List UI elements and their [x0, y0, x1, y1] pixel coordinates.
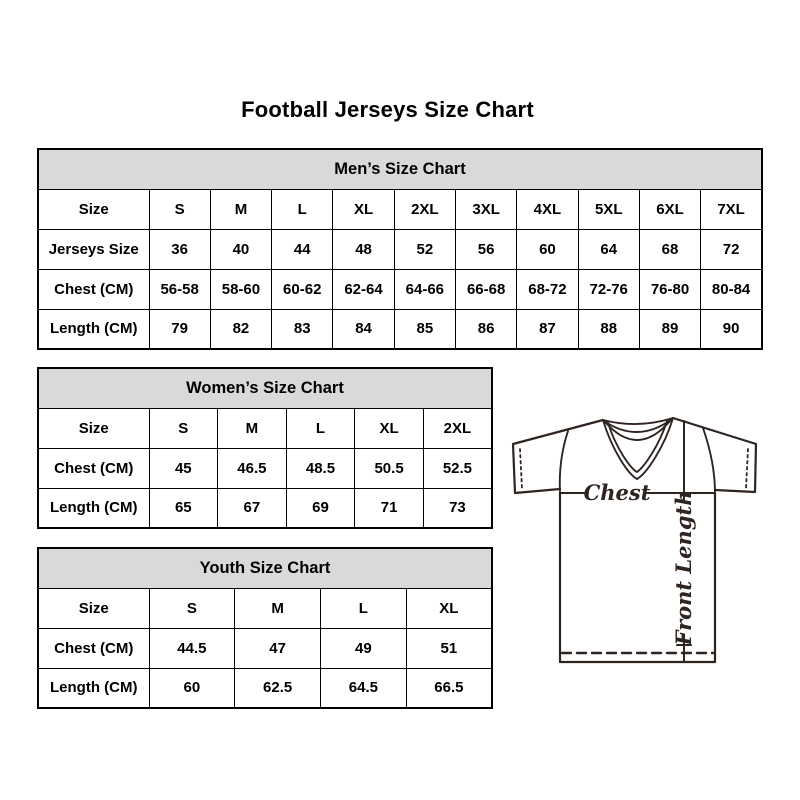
table-row [38, 488, 492, 528]
table-cell: 84 [333, 309, 394, 349]
row-label: Size [38, 408, 149, 448]
table-row [38, 668, 492, 708]
table-cell: 36 [149, 229, 210, 269]
row-label: Chest (CM) [38, 269, 149, 309]
table-cell: 58-60 [210, 269, 271, 309]
table-cell: 56-58 [149, 269, 210, 309]
table-cell: XL [406, 588, 492, 628]
table-cell: 45 [149, 448, 218, 488]
row-label: Chest (CM) [38, 448, 149, 488]
table-cell: 64 [578, 229, 639, 269]
table-cell: 56 [455, 229, 516, 269]
table-cell: 86 [455, 309, 516, 349]
table-cell: 50.5 [355, 448, 424, 488]
table-row [38, 229, 762, 269]
left-sleeve-stitching [520, 449, 522, 489]
youth-size-table [37, 547, 493, 709]
table-row [38, 628, 492, 668]
table-cell: 48 [333, 229, 394, 269]
womens-table-title: Women’s Size Chart [38, 368, 492, 408]
table-cell: 40 [210, 229, 271, 269]
table-row [38, 408, 492, 448]
row-label: Size [38, 588, 149, 628]
table-cell: S [149, 588, 235, 628]
youth-table-title: Youth Size Chart [38, 548, 492, 588]
front-length-label: Front Length [671, 490, 696, 646]
table-cell: M [210, 189, 271, 229]
page-title: Football Jerseys Size Chart [241, 97, 534, 122]
table-cell: 44 [272, 229, 333, 269]
mens-table-title: Men’s Size Chart [38, 149, 762, 189]
table-header-row [38, 548, 492, 588]
table-cell: S [149, 408, 218, 448]
table-cell: 72 [701, 229, 762, 269]
table-cell: 52.5 [423, 448, 492, 488]
row-label: Jerseys Size [38, 229, 149, 269]
row-label: Size [38, 189, 149, 229]
table-cell: 66-68 [455, 269, 516, 309]
row-label: Chest (CM) [38, 628, 149, 668]
table-cell: 3XL [455, 189, 516, 229]
table-cell: 5XL [578, 189, 639, 229]
table-row [38, 588, 492, 628]
row-label: Length (CM) [38, 668, 149, 708]
mens-size-table [37, 148, 763, 350]
table-cell: L [272, 189, 333, 229]
jersey-collar [603, 418, 673, 479]
table-cell: M [218, 408, 287, 448]
table-cell: 67 [218, 488, 287, 528]
table-cell: 7XL [701, 189, 762, 229]
table-cell: 82 [210, 309, 271, 349]
left-armhole-seam [560, 431, 568, 493]
table-row [38, 189, 762, 229]
table-row [38, 448, 492, 488]
table-cell: 60 [149, 668, 235, 708]
table-cell: 90 [701, 309, 762, 349]
table-cell: 6XL [639, 189, 700, 229]
table-cell: 73 [423, 488, 492, 528]
row-label: Length (CM) [38, 309, 149, 349]
table-cell: 69 [286, 488, 355, 528]
table-cell: 64.5 [321, 668, 407, 708]
table-cell: 52 [394, 229, 455, 269]
right-armhole-seam [703, 428, 715, 493]
table-cell: 88 [578, 309, 639, 349]
table-cell: 2XL [423, 408, 492, 448]
table-cell: L [286, 408, 355, 448]
table-cell: M [235, 588, 321, 628]
table-row [38, 269, 762, 309]
chest-label: Chest [583, 480, 651, 505]
table-cell: 71 [355, 488, 424, 528]
womens-size-table [37, 367, 493, 529]
table-cell: 80-84 [701, 269, 762, 309]
table-cell: 72-76 [578, 269, 639, 309]
table-cell: 79 [149, 309, 210, 349]
table-row [38, 309, 762, 349]
table-header-row [38, 368, 492, 408]
table-cell: 68-72 [517, 269, 578, 309]
table-cell: 65 [149, 488, 218, 528]
table-cell: 48.5 [286, 448, 355, 488]
table-cell: 68 [639, 229, 700, 269]
table-cell: 47 [235, 628, 321, 668]
table-cell: 85 [394, 309, 455, 349]
table-cell: 83 [272, 309, 333, 349]
table-cell: 60-62 [272, 269, 333, 309]
table-cell: 44.5 [149, 628, 235, 668]
table-cell: 66.5 [406, 668, 492, 708]
table-cell: 62-64 [333, 269, 394, 309]
jersey-body-outline [513, 418, 756, 662]
table-cell: S [149, 189, 210, 229]
table-cell: 4XL [517, 189, 578, 229]
table-cell: 46.5 [218, 448, 287, 488]
row-label: Length (CM) [38, 488, 149, 528]
table-cell: 49 [321, 628, 407, 668]
jersey-diagram [498, 402, 770, 672]
table-cell: 2XL [394, 189, 455, 229]
table-cell: 51 [406, 628, 492, 668]
table-cell: 76-80 [639, 269, 700, 309]
table-cell: 89 [639, 309, 700, 349]
right-sleeve-stitching [746, 449, 748, 488]
table-cell: 62.5 [235, 668, 321, 708]
table-cell: XL [333, 189, 394, 229]
table-cell: L [321, 588, 407, 628]
table-cell: 64-66 [394, 269, 455, 309]
table-header-row [38, 149, 762, 189]
table-cell: XL [355, 408, 424, 448]
table-cell: 60 [517, 229, 578, 269]
table-cell: 87 [517, 309, 578, 349]
